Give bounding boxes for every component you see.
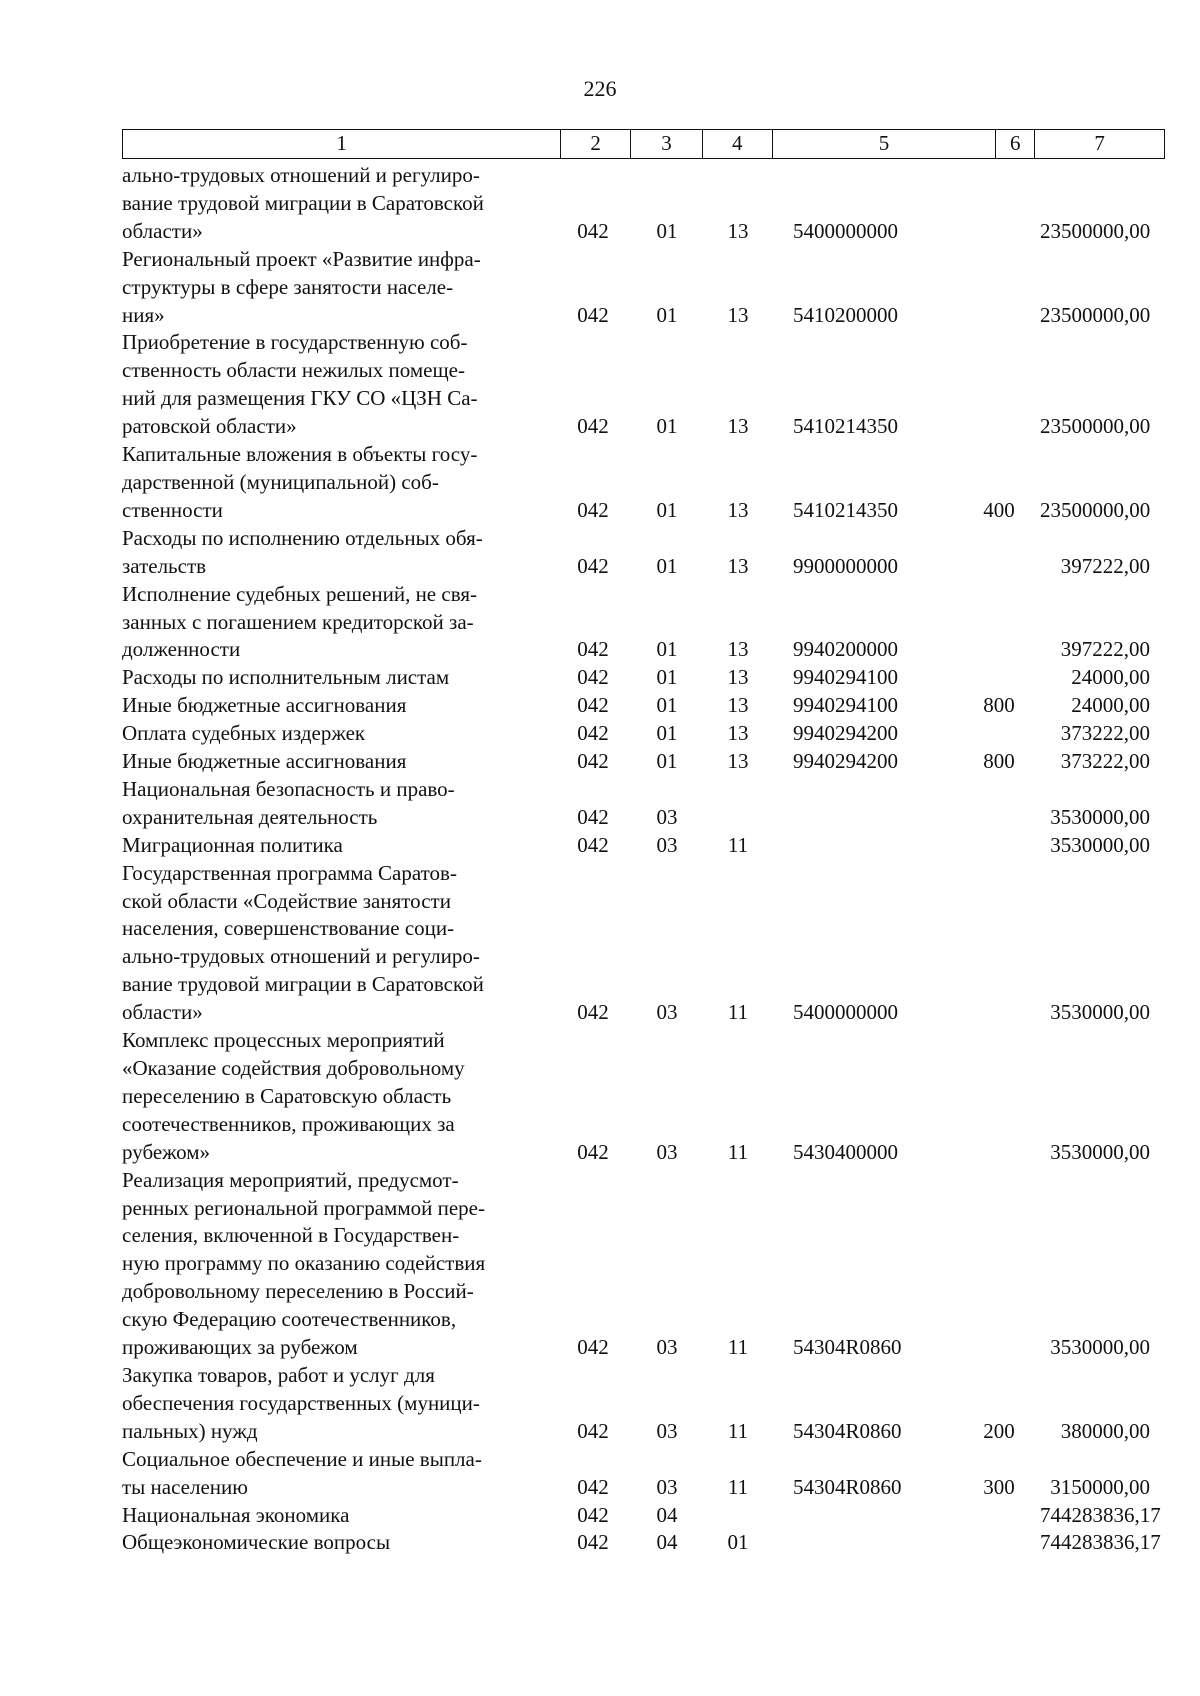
table-row xyxy=(122,832,1165,860)
row-section: 01 xyxy=(656,553,678,578)
row-subsection: 13 xyxy=(727,665,749,690)
row-amount: 23500000,00 xyxy=(1040,497,1151,522)
table-row xyxy=(122,1502,1165,1530)
budget-table-body xyxy=(122,162,1165,1557)
row-section: 03 xyxy=(656,1000,678,1025)
row-amount: 397222,00 xyxy=(1060,553,1150,578)
row-name: Расходы по исполнению отдельных обя- зательств xyxy=(122,525,483,578)
row-amount: 744283836,17 xyxy=(1040,1502,1161,1527)
row-ministry-code: 042 xyxy=(577,1502,609,1527)
table-row xyxy=(122,1027,1165,1167)
table-row xyxy=(122,162,1165,246)
row-section: 03 xyxy=(656,1418,678,1443)
table-header xyxy=(122,129,1165,159)
table-row xyxy=(122,692,1165,720)
row-ministry-code: 042 xyxy=(577,665,609,690)
row-name: Иные бюджетные ассигнования xyxy=(122,693,407,718)
row-name: Миграционная политика xyxy=(122,832,343,857)
row-target-article: 9940294200 xyxy=(793,749,898,774)
row-target-article: 5410214350 xyxy=(793,497,898,522)
row-amount: 23500000,00 xyxy=(1040,302,1151,327)
header-col-3: 3 xyxy=(631,130,703,158)
row-expense-type: 400 xyxy=(983,497,1015,522)
header-col-4: 4 xyxy=(703,130,773,158)
row-amount: 373222,00 xyxy=(1060,749,1150,774)
row-name: Иные бюджетные ассигнования xyxy=(122,749,407,774)
row-subsection: 13 xyxy=(727,721,749,746)
row-name: Капитальные вложения в объекты госу- дарственной (муниципальной) соб- ственности xyxy=(122,442,478,522)
row-amount: 3530000,00 xyxy=(1050,832,1150,857)
header-col-2: 2 xyxy=(561,130,631,158)
table-row xyxy=(122,329,1165,441)
row-name: Исполнение судебных решений, не свя- занных с погашением кредиторской за- долженности xyxy=(122,581,477,662)
row-target-article: 5410200000 xyxy=(793,302,898,327)
row-subsection: 11 xyxy=(727,1474,749,1499)
row-name: Национальная экономика xyxy=(122,1502,350,1527)
table-row xyxy=(122,441,1165,525)
row-subsection: 13 xyxy=(727,218,749,243)
row-name: Общеэкономические вопросы xyxy=(122,1530,391,1555)
row-name: Закупка товаров, работ и услуг для обеспечения государственных (муници- пальных) нужд xyxy=(122,1362,480,1443)
row-amount: 24000,00 xyxy=(1071,665,1150,690)
row-subsection: 11 xyxy=(727,1418,749,1443)
row-subsection: 13 xyxy=(727,414,749,439)
row-ministry-code: 042 xyxy=(577,804,609,829)
row-subsection: 01 xyxy=(727,1530,749,1555)
row-target-article: 54304R0860 xyxy=(793,1474,902,1499)
row-section: 01 xyxy=(656,218,678,243)
row-amount: 3530000,00 xyxy=(1050,804,1150,829)
table-row xyxy=(122,1446,1165,1502)
row-ministry-code: 042 xyxy=(577,414,609,439)
table-row xyxy=(122,1362,1165,1446)
table-row xyxy=(122,581,1165,665)
row-ministry-code: 042 xyxy=(577,637,609,662)
row-target-article: 5400000000 xyxy=(793,218,898,243)
row-subsection: 13 xyxy=(727,553,749,578)
row-section: 01 xyxy=(656,414,678,439)
row-name: Расходы по исполнительным листам xyxy=(122,665,450,690)
row-expense-type: 300 xyxy=(983,1474,1015,1499)
row-name: Государственная программа Саратов- ской области «Содействие занятости населения, совершенствование соци- ально-трудовых отношений и регулиро- вание трудовой миграции в Саратовской области» xyxy=(122,860,484,1025)
row-amount: 3530000,00 xyxy=(1050,1000,1150,1025)
row-subsection: 11 xyxy=(727,1000,749,1025)
row-ministry-code: 042 xyxy=(577,1139,609,1164)
row-target-article: 9940294200 xyxy=(793,721,898,746)
row-section: 03 xyxy=(656,1139,678,1164)
row-name: Реализация мероприятий, предусмот- ренных региональной программой пере- селения, включенной в Государствен- ную программу по оказанию содействия добровольному переселению в Россий- скую Федерацию соотечественников, проживающих за рубежом xyxy=(122,1167,486,1360)
row-section: 04 xyxy=(656,1502,678,1527)
table-row xyxy=(122,1167,1165,1362)
row-amount: 397222,00 xyxy=(1060,637,1150,662)
row-ministry-code: 042 xyxy=(577,1530,609,1555)
row-section: 03 xyxy=(656,1335,678,1360)
row-ministry-code: 042 xyxy=(577,832,609,857)
row-ministry-code: 042 xyxy=(577,721,609,746)
row-subsection: 13 xyxy=(727,302,749,327)
row-target-article: 5410214350 xyxy=(793,414,898,439)
row-ministry-code: 042 xyxy=(577,1418,609,1443)
row-ministry-code: 042 xyxy=(577,693,609,718)
row-subsection: 11 xyxy=(727,1139,749,1164)
row-name: Комплекс процессных мероприятий «Оказание содействия добровольному переселению в Саратовскую область соотечественников, проживающих за рубежом» xyxy=(122,1028,465,1164)
row-target-article: 5400000000 xyxy=(793,1000,898,1025)
table-row xyxy=(122,1529,1165,1557)
table-row xyxy=(122,720,1165,748)
row-amount: 3530000,00 xyxy=(1050,1139,1150,1164)
row-ministry-code: 042 xyxy=(577,302,609,327)
table-row xyxy=(122,860,1165,1027)
row-target-article: 9900000000 xyxy=(793,553,898,578)
row-section: 03 xyxy=(656,1474,678,1499)
row-name: Оплата судебных издержек xyxy=(122,721,366,746)
row-section: 01 xyxy=(656,749,678,774)
row-target-article: 5430400000 xyxy=(793,1139,898,1164)
row-amount: 744283836,17 xyxy=(1040,1530,1161,1555)
row-name: Приобретение в государственную соб- ственность области нежилых помеще- ний для размещения ГКУ СО «ЦЗН Са- ратовской области» xyxy=(122,330,478,439)
row-amount: 24000,00 xyxy=(1071,693,1150,718)
row-target-article: 9940294100 xyxy=(793,665,898,690)
table-row xyxy=(122,664,1165,692)
row-section: 01 xyxy=(656,637,678,662)
row-amount: 380000,00 xyxy=(1060,1418,1150,1443)
row-amount: 3150000,00 xyxy=(1050,1474,1150,1499)
row-section: 04 xyxy=(656,1530,678,1555)
page-number: 226 xyxy=(583,76,617,101)
row-section: 01 xyxy=(656,497,678,522)
row-section: 01 xyxy=(656,693,678,718)
row-subsection: 13 xyxy=(727,749,749,774)
row-subsection: 13 xyxy=(727,497,749,522)
row-ministry-code: 042 xyxy=(577,497,609,522)
table-row xyxy=(122,246,1165,330)
row-subsection: 11 xyxy=(727,832,749,857)
table-row xyxy=(122,525,1165,581)
row-target-article: 54304R0860 xyxy=(793,1418,902,1443)
header-col-7: 7 xyxy=(1094,131,1105,155)
row-expense-type: 800 xyxy=(983,693,1015,718)
row-ministry-code: 042 xyxy=(577,749,609,774)
header-col-6: 6 xyxy=(996,130,1035,158)
row-target-article: 54304R0860 xyxy=(793,1335,902,1360)
row-section: 03 xyxy=(656,832,678,857)
row-amount: 373222,00 xyxy=(1060,721,1150,746)
table-row xyxy=(122,748,1165,776)
row-expense-type: 200 xyxy=(983,1418,1015,1443)
row-section: 01 xyxy=(656,721,678,746)
row-subsection: 13 xyxy=(727,637,749,662)
row-expense-type: 800 xyxy=(983,749,1015,774)
row-ministry-code: 042 xyxy=(577,553,609,578)
row-subsection: 13 xyxy=(727,693,749,718)
row-amount: 23500000,00 xyxy=(1040,414,1151,439)
row-section: 03 xyxy=(656,804,678,829)
row-amount: 23500000,00 xyxy=(1040,218,1151,243)
row-subsection: 11 xyxy=(727,1335,749,1360)
row-ministry-code: 042 xyxy=(577,1335,609,1360)
row-target-article: 9940294100 xyxy=(793,693,898,718)
header-col-1: 1 xyxy=(123,130,561,158)
row-name: Социальное обеспечение и иные выпла- ты населению xyxy=(122,1446,482,1499)
row-name: Национальная безопасность и право- охранительная деятельность xyxy=(122,776,455,829)
header-col-5: 5 xyxy=(773,130,997,158)
row-ministry-code: 042 xyxy=(577,218,609,243)
table-row xyxy=(122,776,1165,832)
row-target-article: 9940200000 xyxy=(793,637,898,662)
row-name: ально-трудовых отношений и регулиро- вание трудовой миграции в Саратовской области» xyxy=(122,163,484,243)
row-ministry-code: 042 xyxy=(577,1474,609,1499)
row-section: 01 xyxy=(656,302,678,327)
row-amount: 3530000,00 xyxy=(1050,1335,1150,1360)
row-section: 01 xyxy=(656,665,678,690)
row-ministry-code: 042 xyxy=(577,1000,609,1025)
row-name: Региональный проект «Развитие инфра- структуры в сфере занятости населе- ния» xyxy=(122,246,481,327)
